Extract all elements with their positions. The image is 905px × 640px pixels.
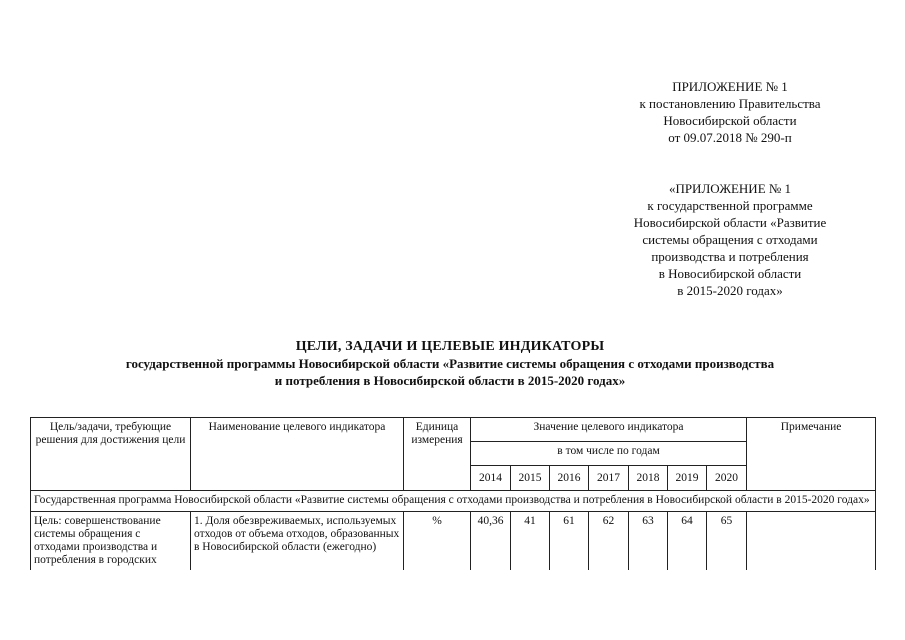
annex-line: к постановлению Правительства — [639, 96, 821, 111]
note-cell — [747, 512, 876, 571]
header-goal: Цель/задачи, требующие решения для достижения цели — [31, 418, 191, 491]
goal-cell: Цель: совершенствование системы обращения с отходами производства и потребления в городских — [31, 512, 191, 571]
value-cell: 61 — [550, 512, 589, 571]
value-cell: 41 — [511, 512, 550, 571]
annex-line: Новосибирской области «Развитие — [633, 215, 827, 230]
annex-block-decree — [600, 78, 860, 146]
year-header: 2018 — [629, 466, 668, 491]
annex-line: ПРИЛОЖЕНИЕ № 1 — [672, 79, 788, 94]
header-value: Значение целевого индикатора — [471, 418, 747, 442]
value-cell: 40,36 — [471, 512, 511, 571]
year-header: 2016 — [550, 466, 589, 491]
annex-line: от 09.07.2018 № 290-п — [668, 130, 792, 145]
annex-line: в Новосибирской области — [658, 266, 802, 281]
title-line: и потребления в Новосибирской области в 2015-2020 годах» — [274, 373, 626, 388]
indicators-table — [30, 417, 876, 570]
header-unit: Единица измерения — [404, 418, 471, 491]
header-indicator: Наименование целевого индикатора — [191, 418, 404, 491]
header-by-years: в том числе по годам — [471, 442, 747, 466]
title-line: ЦЕЛИ, ЗАДАЧИ И ЦЕЛЕВЫЕ ИНДИКАТОРЫ — [295, 339, 605, 354]
year-header: 2014 — [471, 466, 511, 491]
annex-line: Новосибирской области — [663, 113, 797, 128]
annex-line: к государственной программе — [647, 198, 813, 213]
year-header: 2020 — [707, 466, 747, 491]
indicator-cell: 1. Доля обезвреживаемых, используемых отходов от объема отходов, образованных в Новосибирской области (ежегодно) — [191, 512, 404, 571]
program-row: Государственная программа Новосибирской области «Развитие системы обращения с отходами производства и потребления в Новосибирской области в 2015-2020 годах» — [31, 491, 876, 512]
value-cell: 65 — [707, 512, 747, 571]
header-note: Примечание — [747, 418, 876, 491]
annex-line: производства и потребления — [651, 249, 809, 264]
table-row — [31, 512, 876, 571]
title-line: государственной программы Новосибирской области «Развитие системы обращения с отходами производства — [125, 356, 775, 371]
year-header: 2015 — [511, 466, 550, 491]
value-cell: 63 — [629, 512, 668, 571]
document-title — [30, 338, 870, 389]
annex-line: «ПРИЛОЖЕНИЕ № 1 — [668, 181, 792, 196]
annex-line: в 2015-2020 годах» — [677, 283, 783, 298]
year-header: 2017 — [589, 466, 629, 491]
value-cell: 62 — [589, 512, 629, 571]
year-header: 2019 — [668, 466, 707, 491]
unit-cell: % — [404, 512, 471, 571]
annex-block-program — [600, 180, 860, 299]
value-cell: 64 — [668, 512, 707, 571]
annex-line: системы обращения с отходами — [642, 232, 818, 247]
